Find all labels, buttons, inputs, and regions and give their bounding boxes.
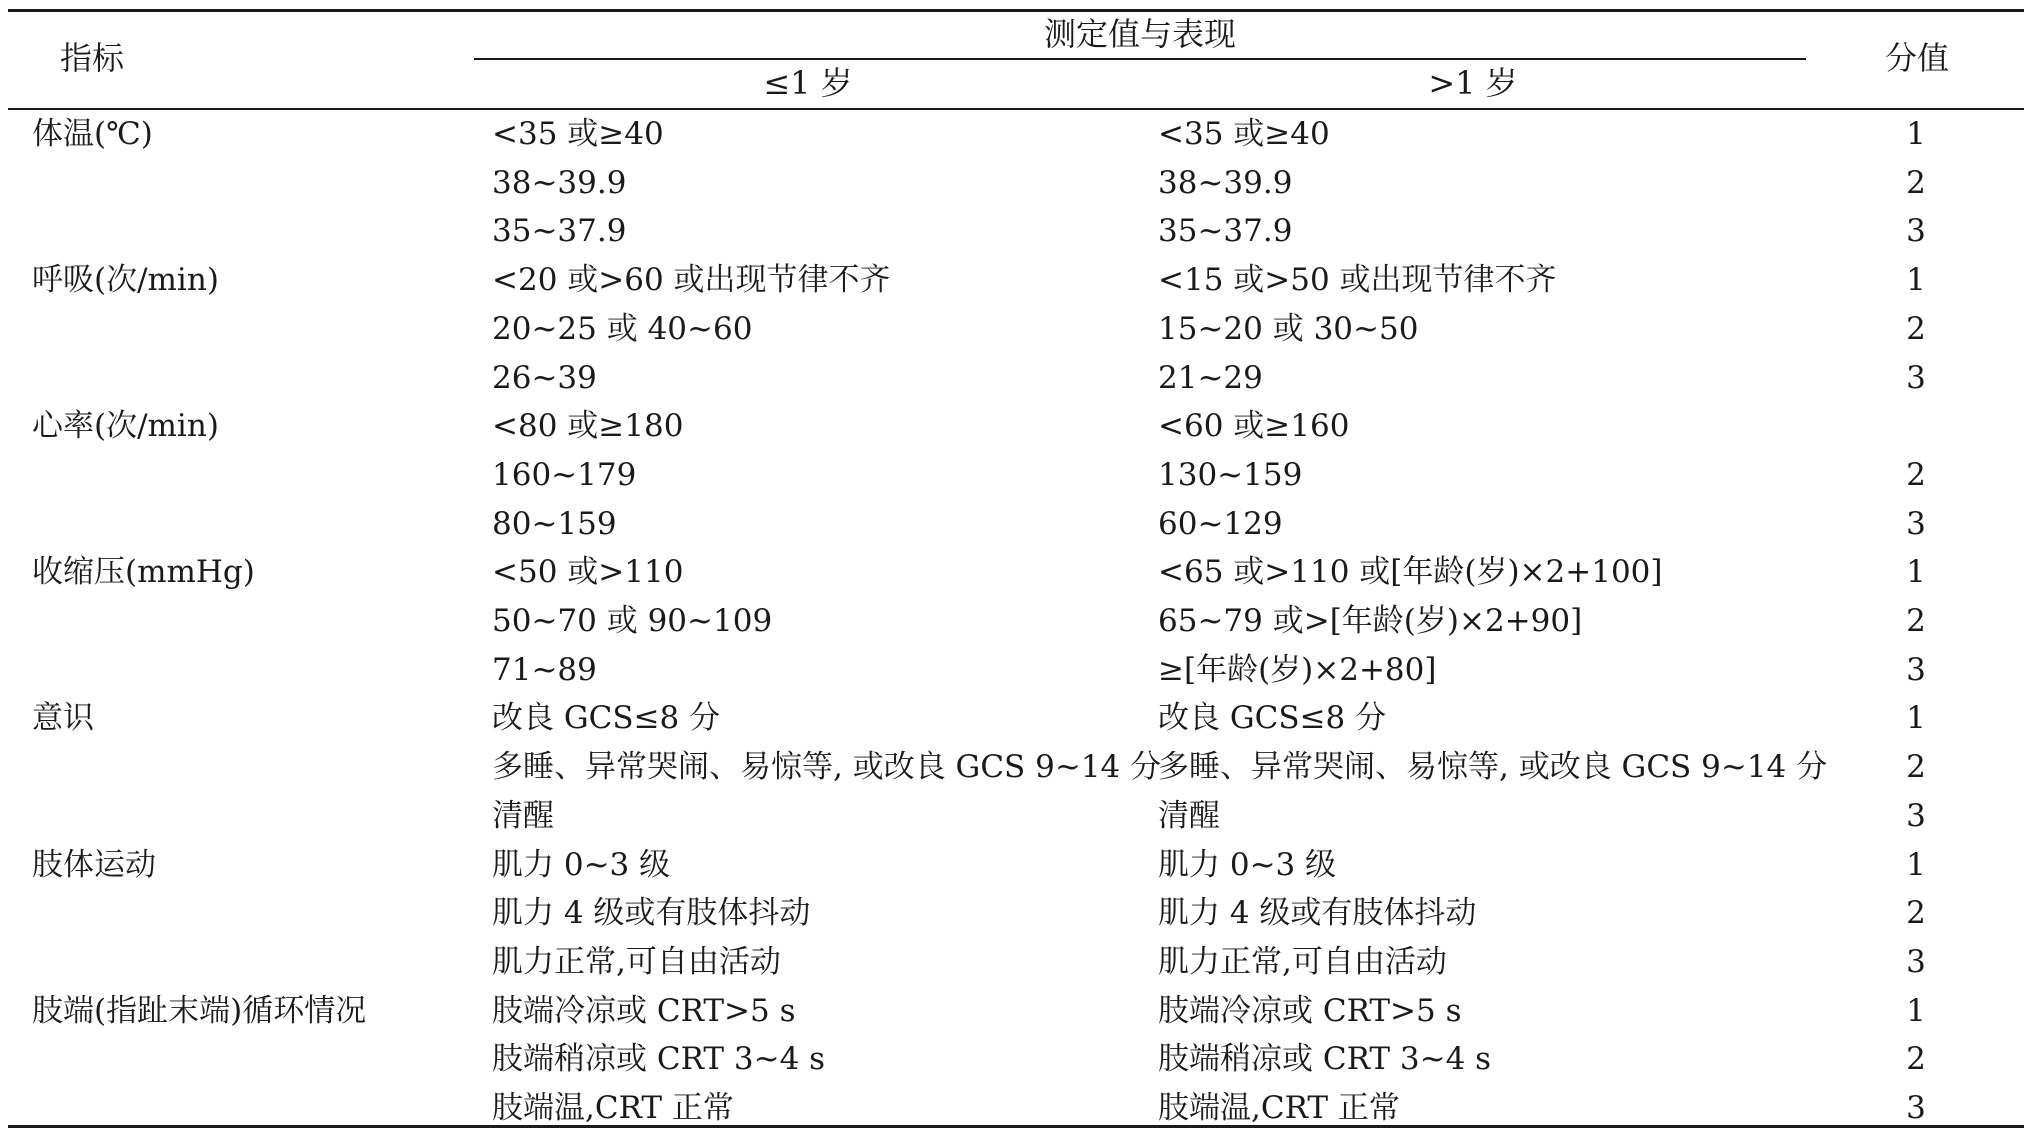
row-value-le1: <80 或≥180: [492, 408, 684, 444]
row-score: 2: [1906, 603, 1926, 639]
row-score: 2: [1906, 457, 1926, 493]
row-value-le1: 肢端稍凉或 CRT 3~4 s: [492, 1041, 826, 1077]
row-score: 3: [1906, 1090, 1926, 1126]
row-indicator: 收缩压(mmHg): [32, 554, 255, 590]
header-indicator: 指标: [60, 39, 125, 77]
row-indicator: 肢端(指趾末端)循环情况: [32, 993, 367, 1029]
row-value-le1: 肌力正常,可自由活动: [492, 944, 781, 980]
row-value-gt1: <60 或≥160: [1158, 408, 1350, 444]
row-score: 3: [1906, 506, 1926, 542]
row-value-gt1: 肌力正常,可自由活动: [1158, 944, 1447, 980]
row-score: 2: [1906, 1041, 1926, 1077]
row-value-gt1: 60~129: [1158, 506, 1283, 542]
row-value-gt1: 65~79 或>[年龄(岁)×2+90]: [1158, 603, 1583, 639]
row-value-le1: 改良 GCS≤8 分: [492, 700, 721, 736]
row-value-gt1: 清醒: [1158, 798, 1220, 834]
row-value-gt1: 130~159: [1158, 457, 1303, 493]
row-value-le1: 71~89: [492, 652, 597, 688]
row-value-gt1: 21~29: [1158, 360, 1263, 396]
row-value-gt1: <15 或>50 或出现节律不齐: [1158, 262, 1557, 298]
row-value-le1: 肢端冷凉或 CRT>5 s: [492, 993, 796, 1029]
table-top-rule: [8, 9, 2024, 12]
row-score: 1: [1906, 700, 1926, 736]
row-score: 2: [1906, 311, 1926, 347]
row-value-le1: 35~37.9: [492, 213, 627, 249]
row-value-gt1: 15~20 或 30~50: [1158, 311, 1419, 347]
row-value-le1: 80~159: [492, 506, 617, 542]
row-value-gt1: <65 或>110 或[年龄(岁)×2+100]: [1158, 554, 1663, 590]
header-age-le1: ≤1 岁: [763, 64, 853, 102]
row-value-le1: <20 或>60 或出现节律不齐: [492, 262, 891, 298]
row-value-le1: <50 或>110: [492, 554, 684, 590]
row-value-le1: 多睡、异常哭闹、易惊等, 或改良 GCS 9~14 分: [492, 749, 1162, 785]
row-indicator: 肢体运动: [32, 847, 156, 883]
row-score: 2: [1906, 749, 1926, 785]
row-value-gt1: 肢端稍凉或 CRT 3~4 s: [1158, 1041, 1492, 1077]
row-value-le1: <35 或≥40: [492, 116, 664, 152]
row-indicator: 意识: [32, 700, 94, 736]
row-score: 1: [1906, 993, 1926, 1029]
row-score: 3: [1906, 360, 1926, 396]
row-value-le1: 26~39: [492, 360, 597, 396]
row-score: 2: [1906, 165, 1926, 201]
row-value-gt1: 多睡、异常哭闹、易惊等, 或改良 GCS 9~14 分: [1158, 749, 1828, 785]
row-value-gt1: 肢端温,CRT 正常: [1158, 1090, 1400, 1126]
row-value-gt1: ≥[年龄(岁)×2+80]: [1158, 652, 1437, 688]
row-value-le1: 50~70 或 90~109: [492, 603, 773, 639]
row-value-le1: 160~179: [492, 457, 637, 493]
row-score: 3: [1906, 944, 1926, 980]
row-score: 1: [1906, 262, 1926, 298]
row-indicator: 心率(次/min): [32, 408, 219, 444]
header-score: 分值: [1884, 39, 1950, 77]
row-value-gt1: 肌力 0~3 级: [1158, 847, 1337, 883]
table-bottom-rule: [8, 1125, 2024, 1128]
row-value-gt1: 肢端冷凉或 CRT>5 s: [1158, 993, 1462, 1029]
row-value-le1: 清醒: [492, 798, 554, 834]
row-score: 3: [1906, 652, 1926, 688]
header-measured: 测定值与表现: [1043, 15, 1237, 53]
table-subheader-rule: [474, 58, 1806, 60]
row-score: 1: [1906, 847, 1926, 883]
row-value-le1: 肢端温,CRT 正常: [492, 1090, 734, 1126]
row-value-gt1: 肌力 4 级或有肢体抖动: [1158, 895, 1477, 931]
row-indicator: 体温(℃): [32, 116, 153, 152]
row-value-gt1: 35~37.9: [1158, 213, 1293, 249]
row-score: 3: [1906, 213, 1926, 249]
header-age-gt1: >1 岁: [1428, 64, 1518, 102]
row-value-le1: 肌力 0~3 级: [492, 847, 671, 883]
row-value-le1: 38~39.9: [492, 165, 627, 201]
row-score: 3: [1906, 798, 1926, 834]
row-value-gt1: 38~39.9: [1158, 165, 1293, 201]
row-score: 1: [1906, 116, 1926, 152]
row-value-le1: 20~25 或 40~60: [492, 311, 753, 347]
row-score: 2: [1906, 895, 1926, 931]
table-header-rule: [8, 108, 2024, 110]
row-value-le1: 肌力 4 级或有肢体抖动: [492, 895, 811, 931]
row-score: 1: [1906, 554, 1926, 590]
row-value-gt1: 改良 GCS≤8 分: [1158, 700, 1387, 736]
row-indicator: 呼吸(次/min): [32, 262, 219, 298]
row-value-gt1: <35 或≥40: [1158, 116, 1330, 152]
